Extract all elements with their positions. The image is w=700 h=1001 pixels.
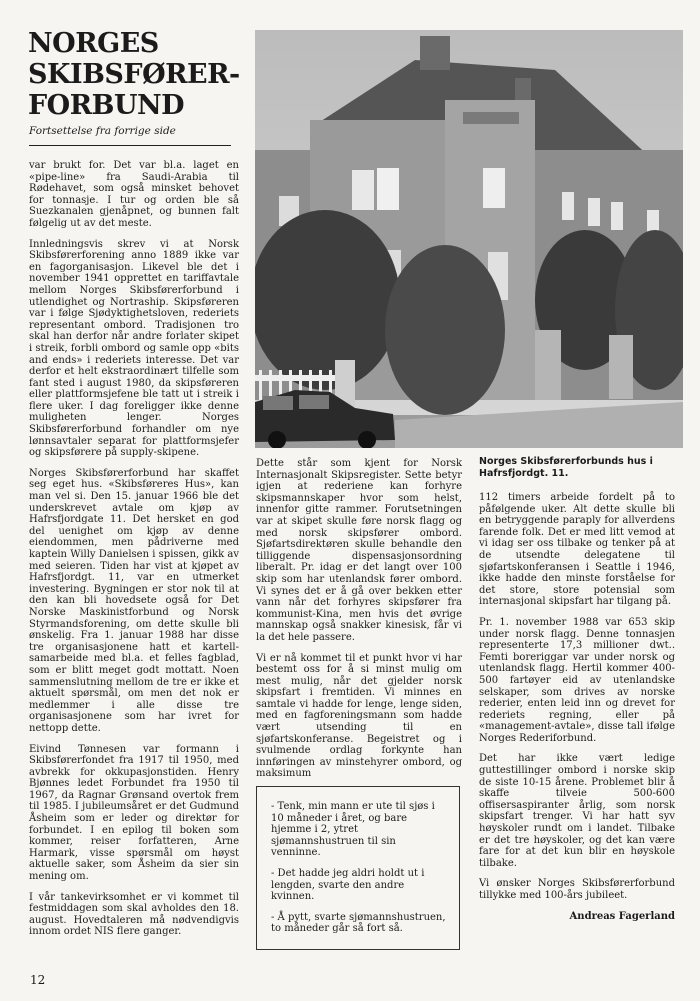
paragraph: Innledningsvis skrev vi at Norsk Skibsførerforening anno 1889 ikke var en fagorganisasjon. Likevel ble det i november 1941 opprettet en tariffavtale mellom Norges Skibsførerforbund i utlendighet og Nortraship. Skipsføreren var i følge Sjødyktighetsloven, rederiets representant ombord. Tradisjonen tro skal han derfor når andre forlater skipet i streik, forbli ombord og samle opp «bits and ends» i rederiets interesse. Det var derfor et helt ekstraordinært tilfelle som fant sted i august 1980, da skipsføreren eller plattformsjefene ble tatt ut i streik i flere uker. I dag foreligger ikke denne muligheten lenger. Norges Skibsførerforbund forhandler om nye lønnsavtaler separat for plattformsjefer og skipsførere på supply-skipene.	[29, 238, 239, 459]
title-line: NORGES	[28, 28, 159, 59]
paragraph: Dette står som kjent for Norsk Internasjonalt Skipsregister. Sette betyr igjen at rederiene kan forhyre skipsmannskaper hvor som helst, innenfor gitte rammer. Forutsetningen var at skipet skulle føre norsk flagg og med norsk skipsfører ombord. Sjøfartsdirektøren skulle behandle den tilliggende dispensasjonsordning liberalt. Pr. idag er det langt over 100 skip som har utenlandsk fører ombord. Vi synes det er å gå over bekken etter vann når det forhyres skipsfører fra kommunist-Kina, men hvis det øvrige mannskap også snakker kinesisk, får vi la det hele passere.	[256, 458, 462, 643]
paragraph: I vår tankevirksomhet er vi kommet til festmiddagen som skal avholdes den 18. august. Hovedtaleren må nødvendigvis innom ordet NIS flere ganger.	[29, 891, 239, 938]
article-subtitle: Fortsettelse fra forrige side	[29, 125, 176, 137]
paragraph: Norges Skibsførerforbund har skaffet seg eget hus. «Skibsføreres Hus», kan man vel si. Den 15. januar 1966 ble det underskrevet avtale om kjøp av Hafrsfjordgate 11. Det hersket en god del uenighet om kjøp av denne eiendommen, men pådriverne med kaptein Willy Danielsen i spissen, gikk av med seieren. Tiden har vist at kjøpet av Hafrsfjordgt. 11, var en utmerket investering. Bygningen er stor nok til at den kan bli hovedsete også for Det Norske Maskinistforbund og Norsk Styrmandsforening, om dette skulle bli ønskelig. Fra 1. januar 1988 har disse tre organisasjonene hatt et kartell-samarbeide med bl.a. et felles fagblad, som er blitt meget godt mottatt. Noen sammenslutning mellom de tre er ikke et aktuelt spørsmål, om men det nok er medlemmer i alle disse tre organisasjonene som har ivret for nettopp dette.	[29, 467, 239, 734]
anecdote-line: - Tenk, min mann er ute til sjøs i 10 måneder i året, og bare hjemme i 2, ytret sjømannshustruen til sin venninne.	[271, 801, 435, 859]
title-line: FORBUND	[28, 90, 185, 121]
paragraph: Pr. 1. november 1988 var 653 skip under norsk flagg. Denne tonnasjen representerte 17,3 millioner dwt.. Femti boreriggar var under norsk og utenlandsk flagg. Hertil kommer 400-500 fartøyer eid av utenlandske selskaper, som drives av norske rederier, enten leid inn og drevet for rederiets regning, eller på «management-avtale», disse tall ifølge Norges Rederiforbund.	[479, 616, 675, 744]
paragraph: Vi er nå kommet til et punkt hvor vi har bestemt oss for å si minst mulig om mest mulig, når det gjelder norsk skipsfart i fremtiden. Vi minnes en samtale vi hadde for lenge, lenge siden, med en fagforeningsmann som hadde vært utsending til en sjøfartskonferanse. Begeistret og i svulmende ordlag forkynte han innføringen av minstehyrer ombord, og maksimum	[256, 652, 462, 780]
paragraph: Eivind Tønnesen var formann i Skibsførerfondet fra 1917 til 1950, med avbrekk for okkupasjonstiden. Henry Bjønnes ledet Forbundet fra 1950 til 1967, da Ragnar Grønsand overtok frem til 1985. I jubileumsåret er det Gudmund Åsheim som er leder og direktør for forbundet. I en epilog til boken som kommer, reiser forfatteren, Arne Harmark, visse spørsmål om høyst aktuelle saker, som Åsheim da sier sin mening om.	[29, 743, 239, 883]
author-signature: Andreas Fagerland	[569, 910, 675, 922]
article-column-3	[479, 492, 675, 922]
page-number: 12	[30, 973, 46, 987]
anecdote-line: - Det hadde jeg aldri holdt ut i lengden, svarte den andre kvinnen.	[271, 867, 425, 903]
article-column-1	[29, 160, 239, 947]
title-rule	[29, 145, 231, 146]
title-line: SKIBSFØRER-	[28, 59, 240, 90]
paragraph: var brukt for. Det var bl.a. laget en «pipe-line» fra Saudi-Arabia til Rødehavet, som også minsket behovet for tonnasje. I tur og orden ble så Suezkanalen gjenåpnet, og bunnen falt følgelig ut av det meste.	[29, 160, 239, 229]
anecdote-box	[256, 786, 460, 950]
building-photo	[255, 30, 683, 448]
photo-caption: Norges Skibsførerforbunds hus i Hafrsfjordgt. 11.	[479, 456, 653, 479]
paragraph: Vi ønsker Norges Skibsførerforbund tillykke med 100-års jubileet.	[479, 878, 675, 901]
paragraph: 112 timers arbeide fordelt på to påfølgende uker. Alt dette skulle bli en betryggende paraply for allverdens farende folk. Det er med litt vemod at vi idag ser oss tilbake og tenker på at de utsendte delegatene til sjøfartskonferansen i Seattle i 1946, ikke hadde den minste forståelse for det store, store potensial som internasjonal skipsfart har tilgang på.	[479, 492, 675, 608]
paragraph: Det har ikke vært ledige guttestillinger ombord i norske skip de siste 10-15 årene. Problemet blir å skaffe tilveie 500-600 offisersaspiranter årlig, som norsk skipsfart trenger. Vi har hatt syv høyskoler rundt om i landet. Tilbake er det tre høyskoler, og det kan være fare for at det kun blir en høyskole tilbake.	[479, 753, 675, 869]
anecdote-line: - Å pytt, svarte sjømannshustruen, to måneder går så fort så.	[271, 911, 446, 935]
article-column-2	[256, 458, 462, 789]
article-title	[28, 28, 243, 121]
